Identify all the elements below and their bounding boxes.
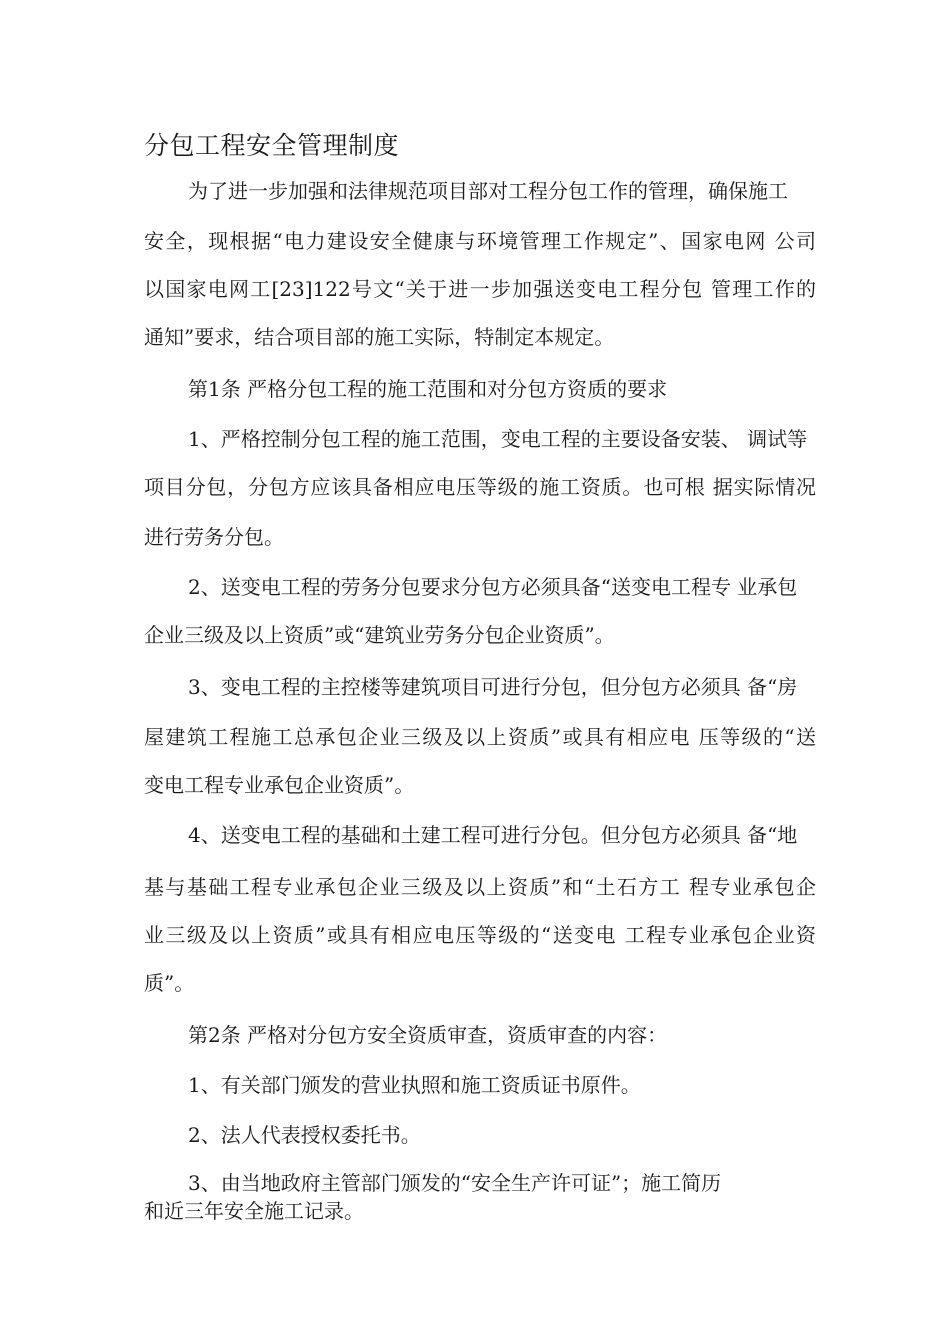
paragraph-line: 变电工程专业承包企业资质”。 (144, 773, 415, 797)
paragraph-line: 质”。 (144, 971, 195, 995)
paragraph-line: 2、送变电工程的劳务分包要求分包方必须具备“送变电工程专 业承包 (188, 575, 798, 599)
document-title: 分包工程安全管理制度 (144, 131, 400, 160)
list-item: 3、由当地政府主管部门颁发的“安全生产许可证”；施工简历 (188, 1171, 722, 1195)
paragraph-line: 基与基础工程专业承包企业三级及以上资质”和“土石方工 程专业承包企 (144, 875, 816, 899)
article-heading: 第2条 严格对分包方安全资质审查，资质审查的内容： (188, 1023, 668, 1047)
paragraph-line: 项目分包，分包方应该具备相应电压等级的施工资质。也可根 据实际情况 (144, 475, 816, 499)
paragraph-line: 1、严格控制分包工程的施工范围，变电工程的主要设备安装、 调试等 (188, 427, 808, 451)
paragraph-line: 为了进一步加强和法律规范项目部对工程分包工作的管理，确保施工 (188, 179, 788, 203)
list-item: 2、法人代表授权委托书。 (188, 1123, 421, 1147)
paragraph-line: 业三级及以上资质”或具有相应电压等级的“送变电 工程专业承包企业资 (144, 923, 816, 947)
paragraph-line: 4、送变电工程的基础和土建工程可进行分包。但分包方必须具 备“地 (188, 823, 798, 847)
paragraph-line: 安全，现根据“电力建设安全健康与环境管理工作规定”、国家电网 公司 (144, 229, 816, 253)
list-item-continuation: 和近三年安全施工记录。 (144, 1199, 364, 1223)
paragraph-line: 以国家电网工[23]122号文“关于进一步加强送变电工程分包 管理工作的 (144, 277, 816, 301)
list-item: 1、有关部门颁发的营业执照和施工资质证书原件。 (188, 1073, 641, 1097)
paragraph-line: 3、变电工程的主控楼等建筑项目可进行分包，但分包方必须具 备“房 (188, 675, 798, 699)
paragraph-line: 屋建筑工程施工总承包企业三级及以上资质”或具有相应电 压等级的“送 (144, 725, 816, 749)
paragraph-line: 企业三级及以上资质”或“建筑业劳务分包企业资质”。 (144, 623, 615, 647)
article-heading: 第1条 严格分包工程的施工范围和对分包方资质的要求 (188, 377, 668, 401)
paragraph-line: 进行劳务分包。 (144, 525, 284, 549)
paragraph-line: 通知”要求，结合项目部的施工实际，特制定本规定。 (144, 325, 615, 349)
